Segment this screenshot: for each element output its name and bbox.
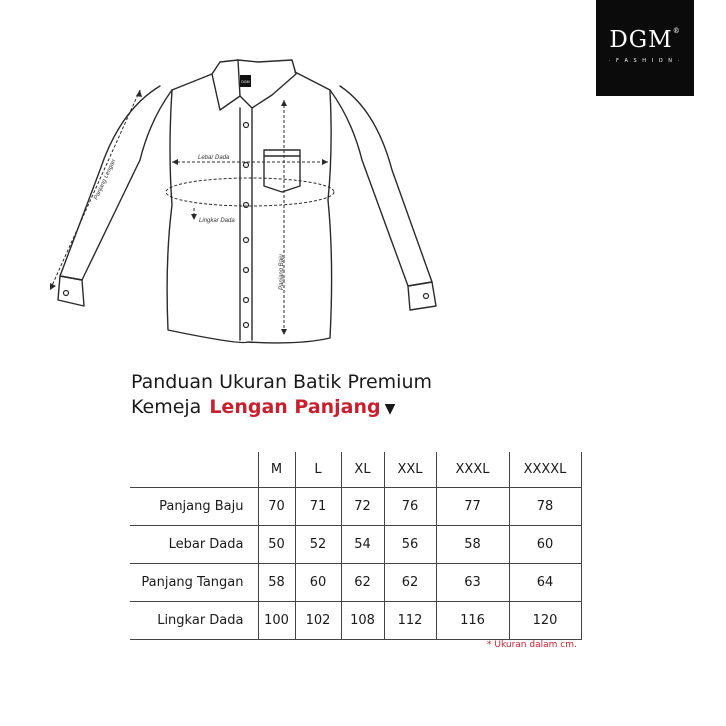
row-label: Panjang Baju [130,488,258,526]
size-header: L [295,452,341,488]
table-row [130,602,581,640]
button-2 [244,163,249,168]
table-cell: 112 [384,602,436,640]
button-4 [244,238,249,243]
row-label: Lingkar Dada [130,602,258,640]
cuff-button-right [424,294,429,299]
table-cell: 50 [258,526,295,564]
shirt-left-sleeve [60,86,172,280]
table-cell: 116 [436,602,509,640]
table-cell: 77 [436,488,509,526]
panjang-lengan-line [50,90,140,290]
table-cell: 62 [341,564,384,602]
table-cell: 54 [341,526,384,564]
cuff-button-left [64,291,69,296]
label-panjang-baju: Panjang Baju [279,254,285,290]
unit-note: * Ukuran dalam cm. [487,640,577,650]
button-1 [244,123,249,128]
table-cell: 100 [258,602,295,640]
table-cell: 60 [295,564,341,602]
lingkar-dada-ellipse [166,178,334,206]
subtitle-prefix: Kemeja [131,396,202,418]
table-cell: 60 [509,526,581,564]
table-cell: 78 [509,488,581,526]
label-lingkar-dada: Lingkar Dada [199,218,235,224]
table-cell: 63 [436,564,509,602]
row-label: Panjang Tangan [130,564,258,602]
size-header: XXXL [436,452,509,488]
size-table [130,452,582,640]
button-7 [244,323,249,328]
shirt-body-outline [167,90,332,343]
table-cell: 76 [384,488,436,526]
collar-tag-text: DGM [241,80,250,84]
button-3 [244,203,249,208]
size-header: M [258,452,295,488]
button-6 [244,298,249,303]
brand-tagline: · F A S H I O N · [608,58,682,64]
table-cell: 56 [384,526,436,564]
table-cell: 62 [384,564,436,602]
table-cell: 58 [436,526,509,564]
label-panjang-lengan: Panjang Lengan [93,158,118,201]
button-5 [244,268,249,273]
table-row [130,526,581,564]
shirt-right-sleeve [330,86,432,286]
table-cell: 52 [295,526,341,564]
size-header: XL [341,452,384,488]
row-label: Lebar Dada [130,526,258,564]
guide-subtitle [131,396,395,418]
table-cell: 120 [509,602,581,640]
shirt-pocket [264,150,300,192]
table-header-blank [130,452,258,488]
table-cell: 58 [258,564,295,602]
table-header-row [130,452,581,488]
table-cell: 102 [295,602,341,640]
brand-text: DGM [609,27,673,53]
shirt-placket [240,108,252,340]
table-cell: 71 [295,488,341,526]
table-row [130,488,581,526]
size-header: XXXXL [509,452,581,488]
shirt-diagram [0,0,726,360]
table-cell: 70 [258,488,295,526]
subtitle-accent: Lengan Panjang [209,396,381,418]
table-cell: 108 [341,602,384,640]
guide-title: Panduan Ukuran Batik Premium [131,371,433,393]
registered-mark: ® [672,27,681,35]
size-header: XXL [384,452,436,488]
triangle-down-icon: ▼ [384,401,396,417]
table-row [130,564,581,602]
table-cell: 72 [341,488,384,526]
label-lebar-dada: Lebar Dada [198,155,230,161]
table-cell: 64 [509,564,581,602]
